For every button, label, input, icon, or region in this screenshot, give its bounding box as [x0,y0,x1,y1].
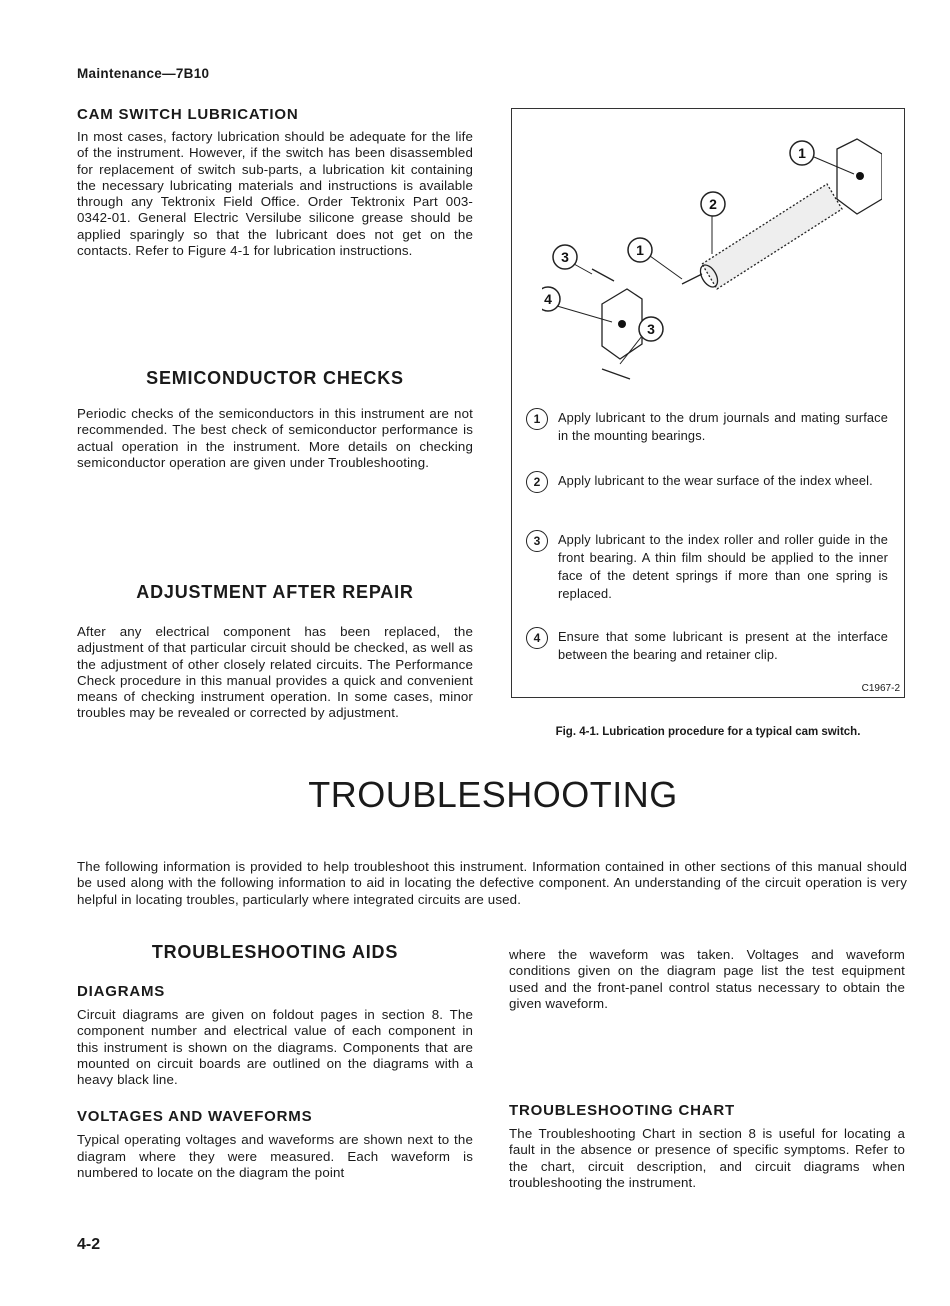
chart-body: The Troubleshooting Chart in section 8 is useful for locating a fault in the absence or presence of specific symptoms. Refer to the chart, circuit description, and circuit diagrams when troubleshooting the instrument. [509,1126,905,1191]
callout-2: 2 [709,196,717,212]
instruction-2-text: Apply lubricant to the wear surface of the index wheel. [558,473,873,488]
voltages-title: VOLTAGES AND WAVEFORMS [77,1108,313,1126]
semi-body: Periodic checks of the semiconductors in this instrument are not recommended. The best check of semiconductor performance is actual operation in the instrument. More details on checking semiconductor operation are given under Troubleshooting. [77,406,473,470]
page-number: 4-2 [77,1236,101,1253]
instruction-4-text: Ensure that some lubricant is present at the interface between the bearing and retainer clip. [558,629,888,662]
instruction-3-text: Apply lubricant to the index roller and roller guide in the front bearing. A thin film should be applied to the inner face of the detent springs if more than one spring is replaced. [558,532,888,601]
cam-title: CAM SWITCH LUBRICATION [77,106,299,123]
instruction-3 [526,531,888,603]
adjust-body: After any electrical component has been replaced, the adjustment of that particular circuit should be checked, as well as the adjustment of other closely related circuits. The Performance Check procedure in this manual provides a quick and convenient means of checking instrument operation. In some cases, minor troubles may be revealed or corrected by adjustment. [77,624,473,721]
adjust-title: ADJUSTMENT AFTER REPAIR [136,582,414,602]
figure-code: C1967-2 [861,683,900,694]
aids-title: TROUBLESHOOTING AIDS [151,942,399,962]
semi-title: SEMICONDUCTOR CHECKS [146,368,404,388]
diagrams-title: DIAGRAMS [77,983,166,1000]
cam-section [77,106,473,259]
semi-section [77,368,473,471]
aids-left-column [77,942,473,1181]
chart-title: TROUBLESHOOTING CHART [509,1102,735,1120]
voltages-body: Typical operating voltages and waveforms are shown next to the diagram where they were measured. Each waveform is numbered to locate on the diagram the point [77,1132,473,1181]
instruction-1-text: Apply lubricant to the drum journals and mating surface in the mounting bearings. [558,410,888,443]
troubleshooting-title: TROUBLESHOOTING [308,774,678,815]
instruction-4 [526,628,888,664]
callout-1a: 1 [798,145,806,161]
voltages-body-cont: where the waveform was taken. Voltages and waveform conditions given on the diagram page list the test equipment used and the front-panel control status necessary to obtain the given waveform. [509,947,905,1011]
callout-1b: 1 [636,242,644,258]
figure-caption: Fig. 4-1. Lubrication procedure for a typical cam switch. [555,726,861,738]
cam-body: In most cases, factory lubrication should be adequate for the life of the instrument. However, if the switch has been disassembled for replacement of switch sub-parts, a lubrication kit containing the necessary lubricating materials and instructions is available through any Tektronix Field Office. Order Tektronix Part 003-0342-01. General Electric Versilube silicone grease should be applied sparingly so that the lubricant does not get on the contacts. Refer to Figure 4-1 for lubrication instructions. [77,129,473,259]
diagrams-body: Circuit diagrams are given on foldout pages in section 8. The component number and electrical value of each component in this instrument is shown on the diagrams. Components that are mounted on circuit boards are outlined on the diagrams with a heavy black line. [77,1007,473,1088]
instruction-1 [526,409,888,445]
running-header: Maintenance—7B10 [77,66,210,81]
callout-3b: 3 [647,321,655,337]
callout-4: 4 [544,291,552,307]
number-4: 4 [526,627,548,649]
callout-3a: 3 [561,249,569,265]
cam-switch-illustration [542,124,882,384]
aids-right-column [509,947,905,1191]
number-1: 1 [526,408,548,430]
adjust-section [77,582,473,722]
number-2: 2 [526,471,548,493]
figure-box [511,108,905,698]
troubleshooting-intro: The following information is provided to help troubleshoot this instrument. Information contained in other sections of this manual should be used along with the following information to aid in locating the defective component. An understanding of the circuit operation is very helpful in locating troubles, particularly where integrated circuits are used. [77,859,907,907]
number-3: 3 [526,530,548,552]
instruction-2 [526,472,888,493]
